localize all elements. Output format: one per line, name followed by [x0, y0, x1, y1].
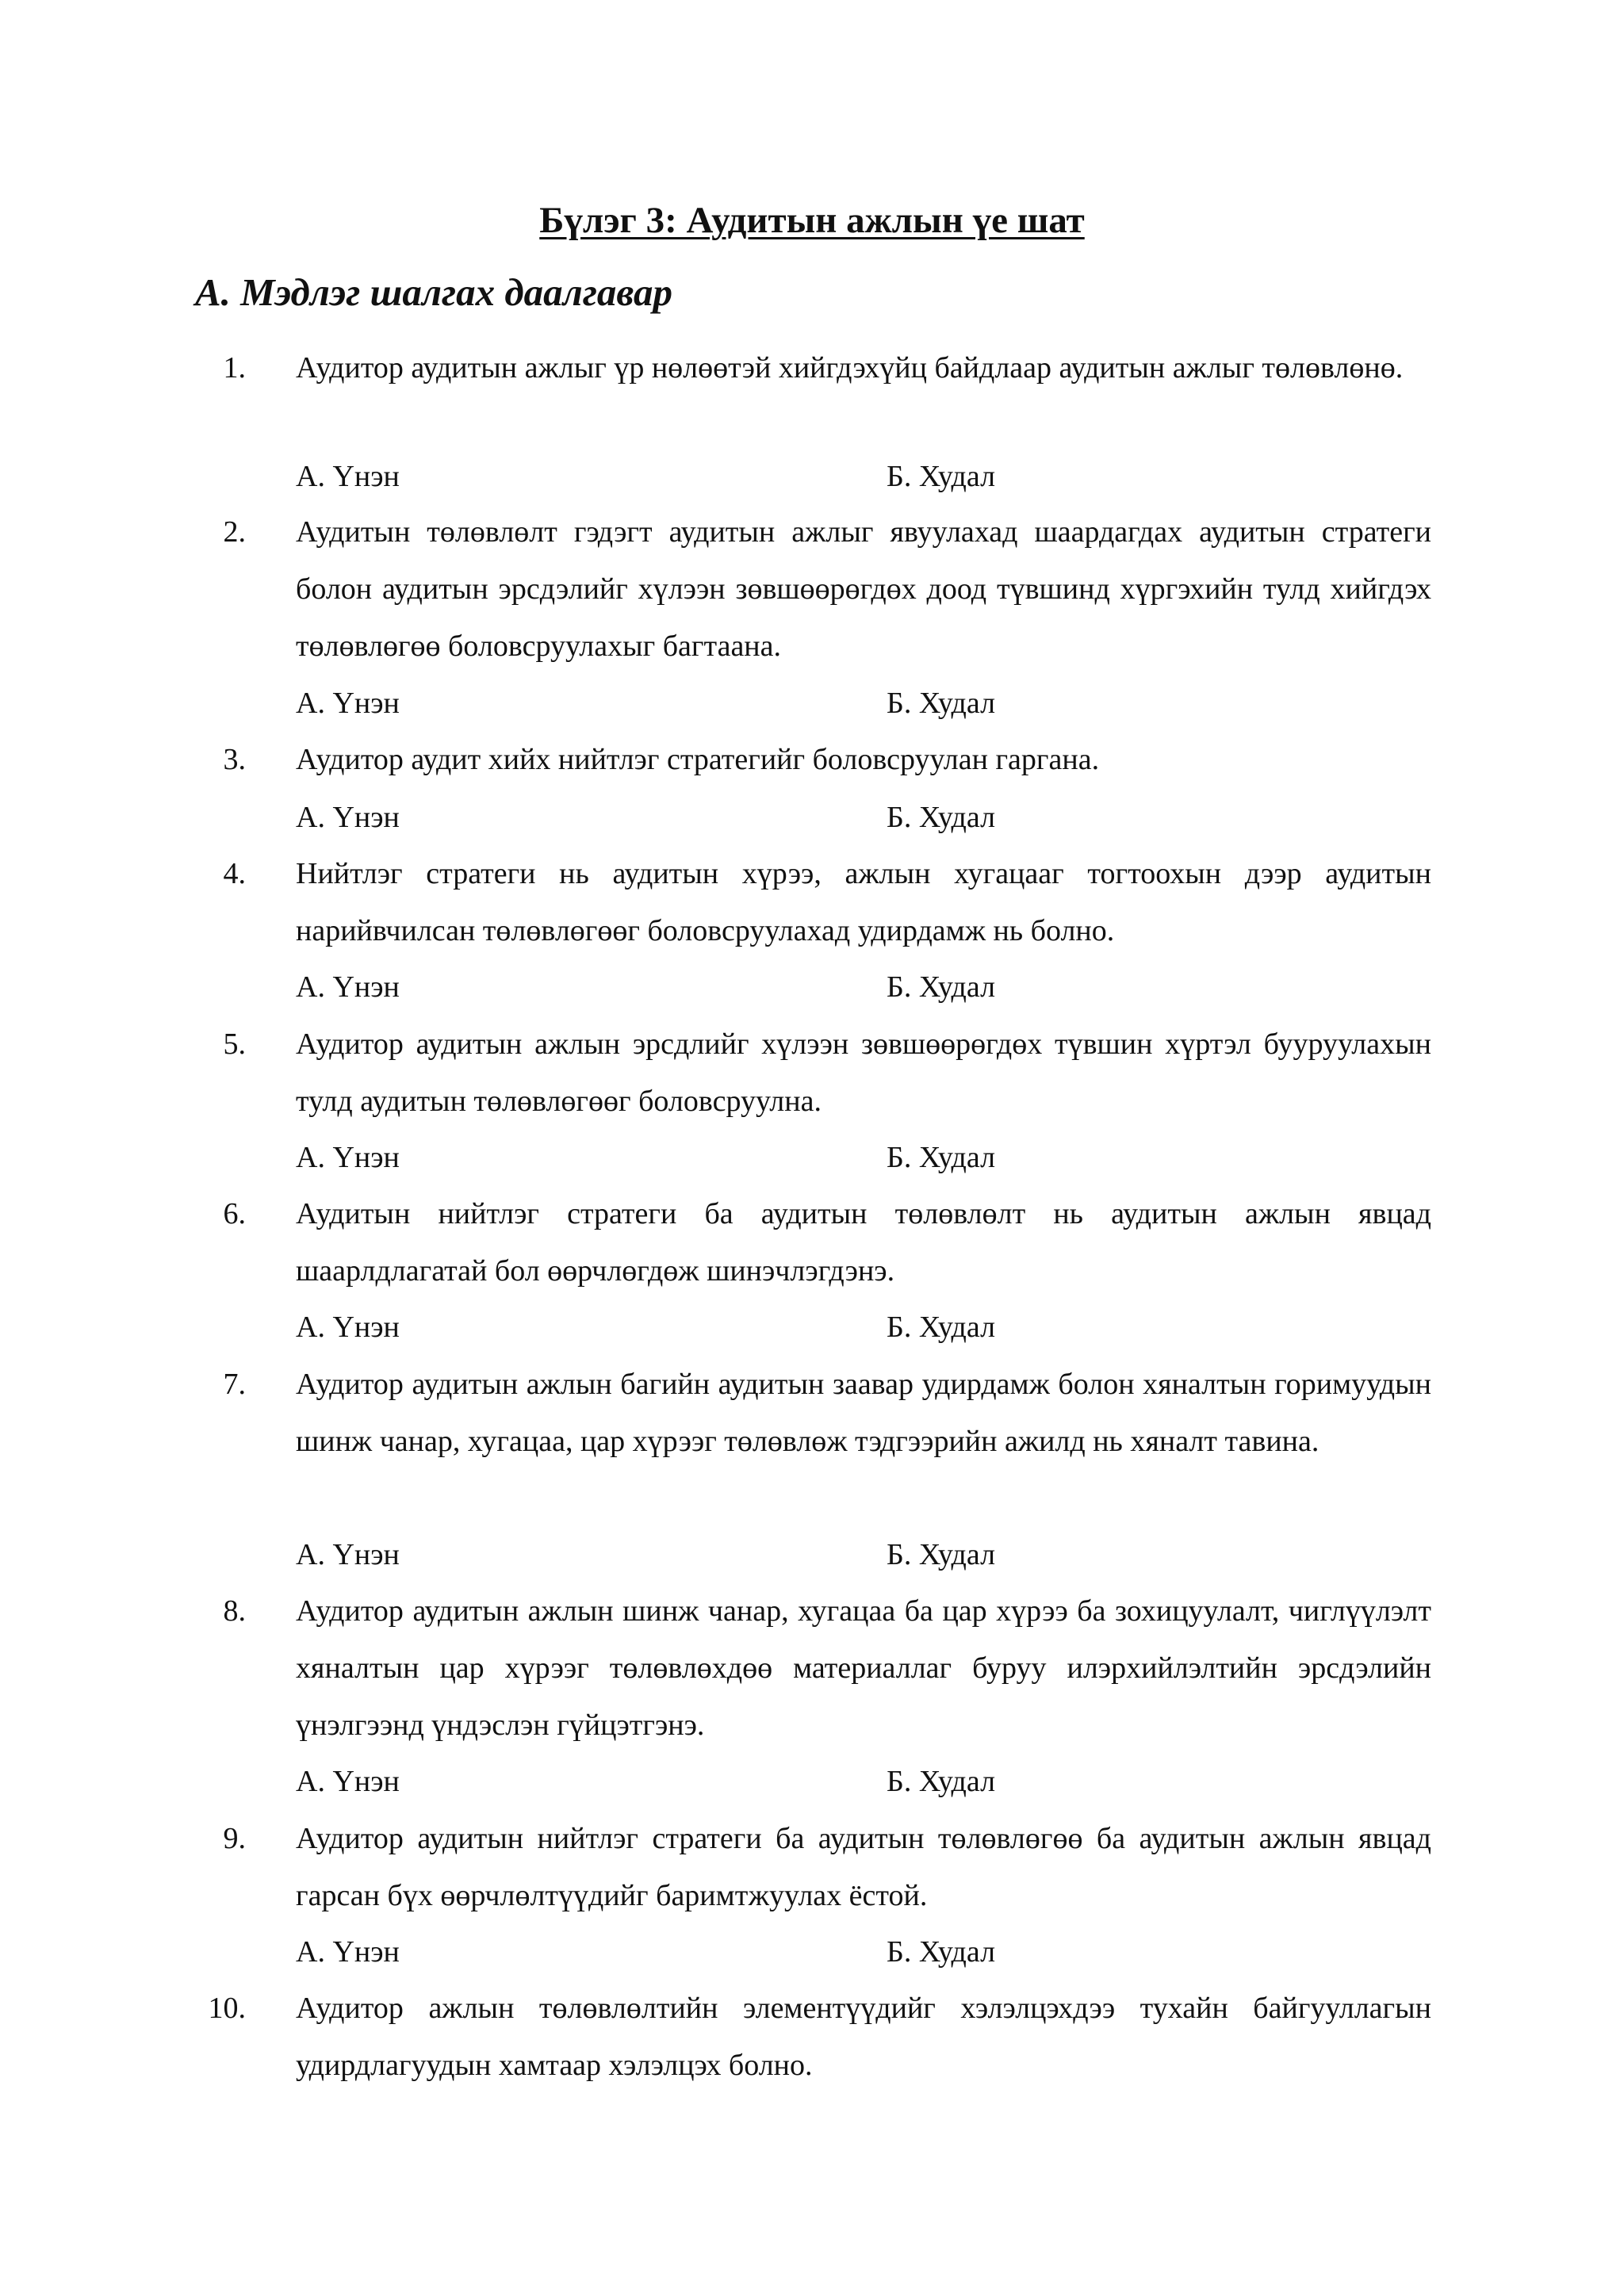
question-text: Аудитор аудитын ажлын шинж чанар, хугацаа ба цар хүрээ ба зохицуулалт, чиглүүлэлт хяналтын цар хүрээг төлөвлөхдөө материаллаг буруу илэрхийлэлтийн эрсдэлийн үнэлгээнд үндэслэн гүйцэтгэнэ. [296, 1594, 1431, 1742]
option-true: А. Үнэн [296, 1765, 400, 1798]
option-false: Б. Худал [887, 1311, 996, 1344]
question-number: 1. [223, 351, 246, 385]
answer-options [0, 1753, 1624, 1810]
question-number: 6. [223, 1197, 246, 1230]
option-false: Б. Худал [887, 460, 996, 493]
question-text: Нийтлэг стратеги нь аудитын хүрээ, ажлын хугацааг тогтоохын дээр аудитын нарийвчилсан төлөвлөгөөг боловсруулахад удирдамж нь болно. [296, 857, 1431, 947]
question-text: Аудитор аудитын ажлын эрсдлийг хүлээн зөвшөөрөгдөх түвшин хүртэл бууруулахын тулд аудитын төлөвлөгөөг боловсруулна. [296, 1027, 1431, 1118]
question-text: Аудитор аудит хийх нийтлэг стратегийг боловсруулан гаргана. [296, 743, 1100, 776]
question-text: Аудитор аудитын нийтлэг стратеги ба аудитын төлөвлөгөө ба аудитын ажлын явцад гарсан бүх өөрчлөлтүүдийг баримтжуулах ёстой. [296, 1822, 1431, 1912]
question-text: Аудитын нийтлэг стратеги ба аудитын төлөвлөлт нь аудитын ажлын явцад шаарлдлагатай бол өөрчлөгдөж шинэчлэгдэнэ. [296, 1197, 1431, 1288]
answer-options [0, 1299, 1624, 1356]
answer-options [0, 1526, 1624, 1583]
question-text: Аудитор аудитын ажлын багийн аудитын заавар удирдамж болон хяналтын горимуудын шинж чанар, хугацаа, цар хүрээг төлөвлөж тэдгээрийн ажилд нь хяналт тавина. [296, 1368, 1431, 1458]
answer-options [0, 448, 1624, 505]
option-false: Б. Худал [887, 970, 996, 1004]
answer-options [0, 959, 1624, 1016]
question-number: 2. [223, 515, 246, 549]
option-false: Б. Худал [887, 1935, 996, 1969]
question-number: 9. [223, 1822, 246, 1855]
option-false: Б. Худал [887, 1538, 996, 1571]
option-false: Б. Худал [887, 1765, 996, 1798]
question-text: Аудитын төлөвлөлт гэдэгт аудитын ажлыг явуулахад шаардагдах аудитын стратеги болон аудитын эрсдэлийг хүлээн зөвшөөрөгдөх доод түвшинд хүргэхийн тулд хийгдэх төлөвлөгөө боловсруулахыг багтаана. [296, 515, 1431, 663]
question-number: 7. [223, 1368, 246, 1401]
question-number: 4. [223, 857, 246, 890]
question-number: 5. [223, 1027, 246, 1061]
question-number: 8. [223, 1594, 246, 1628]
answer-options [0, 675, 1624, 732]
option-false: Б. Худал [887, 687, 996, 720]
option-false: Б. Худал [887, 1141, 996, 1174]
option-true: А. Үнэн [296, 687, 400, 720]
option-true: А. Үнэн [296, 1538, 400, 1571]
question-text: Аудитор аудитын ажлыг үр нөлөөтэй хийгдэхүйц байдлаар аудитын ажлыг төлөвлөнө. [296, 351, 1404, 385]
answer-options [0, 789, 1624, 846]
section-heading: А. Мэдлэг шалгах даалгавар [195, 270, 672, 314]
option-true: А. Үнэн [296, 970, 400, 1004]
option-true: А. Үнэн [296, 801, 400, 834]
option-true: А. Үнэн [296, 1311, 400, 1344]
option-true: А. Үнэн [296, 1141, 400, 1174]
option-true: А. Үнэн [296, 460, 400, 493]
answer-options [0, 1129, 1624, 1186]
question-number: 3. [223, 743, 246, 776]
answer-options [0, 1923, 1624, 1980]
option-false: Б. Худал [887, 801, 996, 834]
question-text: Аудитор ажлын төлөвлөлтийн элементүүдийг хэлэлцэхдээ тухайн байгууллагын удирдлагуудын хамтаар хэлэлцэх болно. [296, 1992, 1431, 2082]
option-true: А. Үнэн [296, 1935, 400, 1969]
question-number: 10. [208, 1992, 246, 2025]
chapter-title: Бүлэг 3: Аудитын ажлын үе шат [539, 200, 1085, 241]
